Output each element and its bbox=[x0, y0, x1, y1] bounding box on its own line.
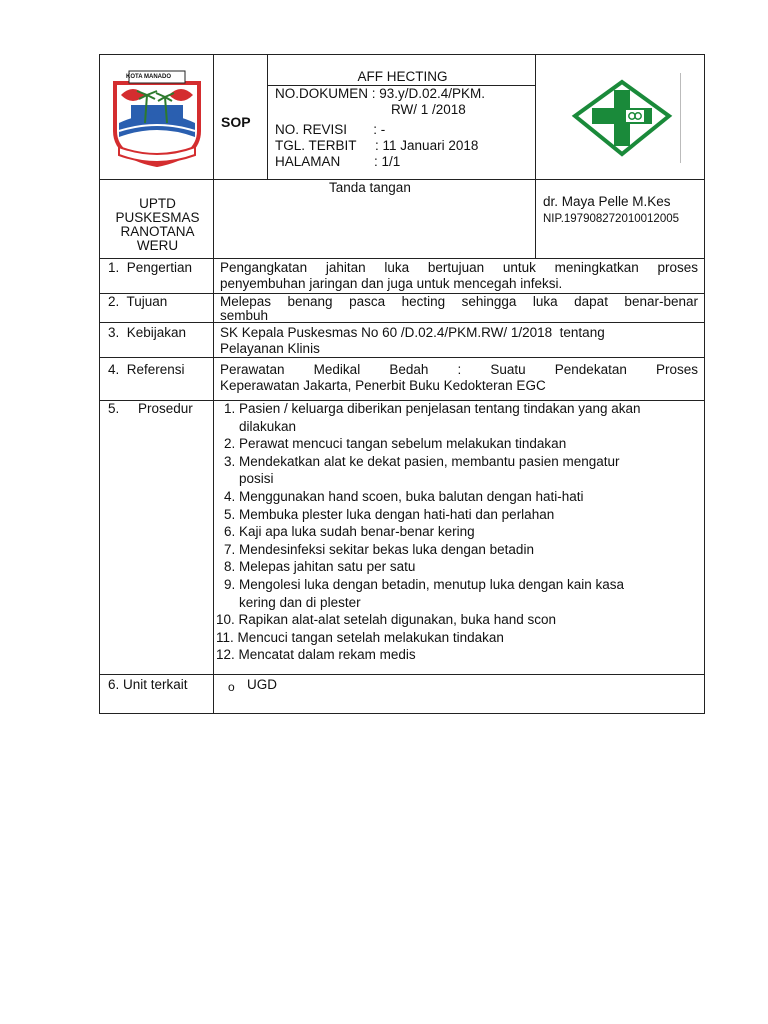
prosedur-steps-list bbox=[214, 400, 641, 664]
signer-name: dr. Maya Pelle M.Kes bbox=[543, 194, 671, 209]
prosedur-step: 12. Mencatat dalam rekam medis bbox=[216, 647, 416, 663]
no-revisi: NO. REVISI : - bbox=[275, 122, 386, 137]
unit-name-cell bbox=[99, 179, 214, 259]
bullet-icon: o bbox=[228, 680, 235, 694]
tujuan-label: 2. Tujuan bbox=[108, 294, 168, 309]
referensi-line2: Keperawatan Jakarta, Penerbit Buku Kedokteran EGC bbox=[220, 378, 546, 393]
prosedur-step: 2. Perawat mencuci tangan sebelum melakukan tindakan bbox=[224, 436, 567, 452]
kota-label: KOTA MANADO bbox=[126, 74, 171, 80]
doc-meta-cell bbox=[267, 85, 536, 180]
pengertian-label-cell bbox=[99, 258, 214, 294]
puskesmas-cross-icon bbox=[570, 78, 674, 158]
unit-line-2: PUSKESMAS bbox=[115, 210, 200, 225]
kebijakan-content-cell bbox=[213, 322, 705, 358]
pengertian-content-cell bbox=[213, 258, 705, 294]
no-dokumen-line1: NO.DOKUMEN : 93.y/D.02.4/PKM. bbox=[275, 86, 486, 101]
puskesmas-logo-cell bbox=[535, 54, 705, 180]
prosedur-step: 7. Mendesinfeksi sekitar bekas luka dengan betadin bbox=[224, 541, 534, 557]
pengertian-label: 1. Pengertian bbox=[108, 260, 193, 275]
pengertian-line2: penyembuhan jaringan dan juga untuk mencegah infeksi. bbox=[220, 276, 563, 291]
prosedur-label: 5. Prosedur bbox=[108, 401, 193, 416]
signer-cell bbox=[535, 179, 705, 259]
pengertian-line1: Pengangkatan jahitan luka bertujuan untuk meningkatkan proses bbox=[220, 260, 698, 275]
no-dokumen-line2: RW/ 1 /2018 bbox=[391, 102, 466, 117]
referensi-label: 4. Referensi bbox=[108, 362, 185, 377]
unit-line-4: WERU bbox=[136, 238, 179, 253]
kebijakan-label-cell bbox=[99, 322, 214, 358]
unit-terkait-value: UGD bbox=[247, 677, 277, 692]
prosedur-step: 6. Kaji apa luka sudah benar-benar kering bbox=[224, 524, 475, 540]
signature-cell bbox=[213, 179, 536, 259]
title-cell bbox=[267, 54, 536, 86]
tgl-terbit: TGL. TERBIT : 11 Januari 2018 bbox=[275, 138, 479, 153]
prosedur-step: 11. Mencuci tangan setelah melakukan tindakan bbox=[216, 629, 504, 645]
unit-terkait-label: 6. Unit terkait bbox=[108, 677, 188, 692]
prosedur-step: 4. Menggunakan hand scoen, buka balutan dengan hati-hati bbox=[224, 488, 584, 504]
sop-document bbox=[99, 54, 705, 714]
halaman: HALAMAN : 1/1 bbox=[275, 154, 401, 169]
tanda-tangan-label: Tanda tangan bbox=[329, 180, 411, 195]
unit-line-3: RANOTANA bbox=[120, 224, 195, 239]
sop-label-cell bbox=[213, 54, 268, 180]
tujuan-line1: Melepas benang pasca hecting sehingga luka dapat benar-benar bbox=[220, 294, 698, 309]
tujuan-line2: sembuh bbox=[220, 308, 269, 323]
prosedur-step: 10. Rapikan alat-alat setelah digunakan, buka hand scon bbox=[216, 612, 556, 628]
unit-terkait-content-cell bbox=[213, 674, 705, 714]
prosedur-step: posisi bbox=[224, 471, 274, 487]
logo-cell bbox=[99, 54, 214, 180]
signer-nip: NIP.197908272010012005 bbox=[543, 213, 680, 225]
prosedur-step: 8. Melepas jahitan satu per satu bbox=[224, 559, 416, 575]
prosedur-content-cell bbox=[213, 400, 705, 675]
tujuan-content-cell bbox=[213, 293, 705, 323]
prosedur-step: 5. Membuka plester luka dengan hati-hati dan perlahan bbox=[224, 506, 555, 522]
prosedur-label-cell bbox=[99, 400, 214, 675]
referensi-content-cell bbox=[213, 357, 705, 401]
prosedur-step: 9. Mengolesi luka dengan betadin, menutup luka dengan kain kasa bbox=[224, 576, 625, 592]
tujuan-label-cell bbox=[99, 293, 214, 323]
unit-line-1: UPTD bbox=[139, 196, 176, 211]
document-title: AFF HECTING bbox=[357, 69, 448, 84]
sop-label: SOP bbox=[221, 114, 251, 130]
referensi-label-cell bbox=[99, 357, 214, 401]
referensi-line1: Perawatan Medikal Bedah : Suatu Pendekatan Proses bbox=[220, 362, 698, 377]
prosedur-step: 3. Mendekatkan alat ke dekat pasien, membantu pasien mengatur bbox=[224, 453, 620, 469]
kebijakan-line2: Pelayanan Klinis bbox=[220, 341, 320, 356]
prosedur-step: dilakukan bbox=[224, 418, 297, 434]
unit-terkait-label-cell bbox=[99, 674, 214, 714]
prosedur-step: kering dan di plester bbox=[224, 594, 361, 610]
prosedur-step: 1. Pasien / keluarga diberikan penjelasan tentang tindakan yang akan bbox=[224, 401, 641, 416]
logo-divider bbox=[680, 73, 681, 163]
kebijakan-line1: SK Kepala Puskesmas No 60 /D.02.4/PKM.RW/ 1/2018 tentang bbox=[220, 325, 605, 340]
kebijakan-label: 3. Kebijakan bbox=[108, 325, 187, 340]
